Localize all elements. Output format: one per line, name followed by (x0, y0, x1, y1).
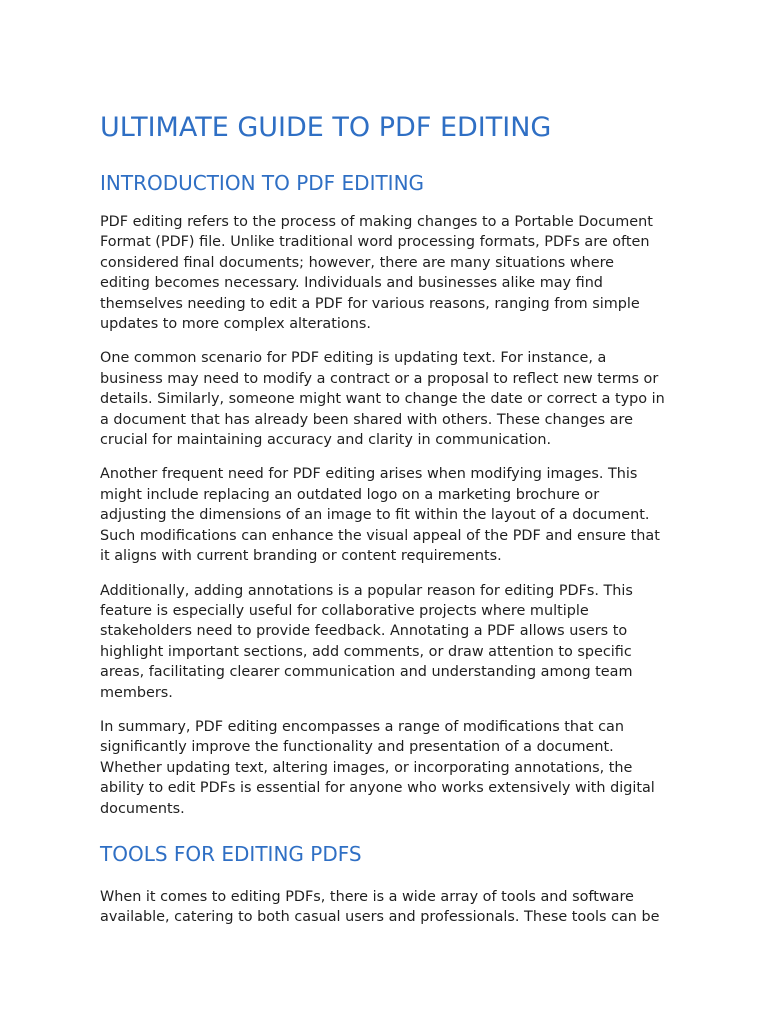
document-title: ULTIMATE GUIDE TO PDF EDITING (100, 112, 552, 143)
paragraph-intro-annotations: Additionally, adding annotations is a popular reason for editing PDFs. This feature is especially useful for collaborative projects where multiple stakeholders need to provide feedback. Annotating a PDF allows users to highlight important sections, add comments, or draw attention to specific areas, facilitating clearer communication and understanding among team members. (100, 582, 633, 701)
section-heading-introduction: INTRODUCTION TO PDF EDITING (100, 171, 425, 195)
paragraph-tools-intro: When it comes to editing PDFs, there is a wide array of tools and software available, catering to both casual users and professionals. These tools can be (100, 888, 660, 926)
paragraph-intro-modifying-images: Another frequent need for PDF editing arises when modifying images. This might include replacing an outdated logo on a marketing brochure or adjusting the dimensions of an image to fit within the layout of a document. Such modifications can enhance the visual appeal of the PDF and ensure that it aligns with current branding or content requirements. (100, 466, 660, 565)
section-heading-tools: TOOLS FOR EDITING PDFS (100, 841, 362, 866)
paragraph-intro-definition: PDF editing refers to the process of making changes to a Portable Document Format (PDF) file. Unlike traditional word processing formats, PDFs are often considered final documents; however, there are many situations where editing becomes necessary. Individuals and businesses alike may find themselves needing to edit a PDF for various reasons, ranging from simple updates to more complex alterations. (100, 214, 653, 333)
paragraph-intro-updating-text: One common scenario for PDF editing is updating text. For instance, a business may need to modify a contract or a proposal to reflect new terms or details. Similarly, someone might want to change the date or correct a typo in a document that has already been shared with others. These changes are crucial for maintaining accuracy and clarity in communication. (100, 350, 665, 449)
document-page (100, 108, 668, 928)
paragraph-intro-summary: In summary, PDF editing encompasses a range of modifications that can significantly improve the functionality and presentation of a document. Whether updating text, altering images, or incorporating annotations, the ability to edit PDFs is essential for anyone who works extensively with digital documents. (100, 718, 655, 817)
